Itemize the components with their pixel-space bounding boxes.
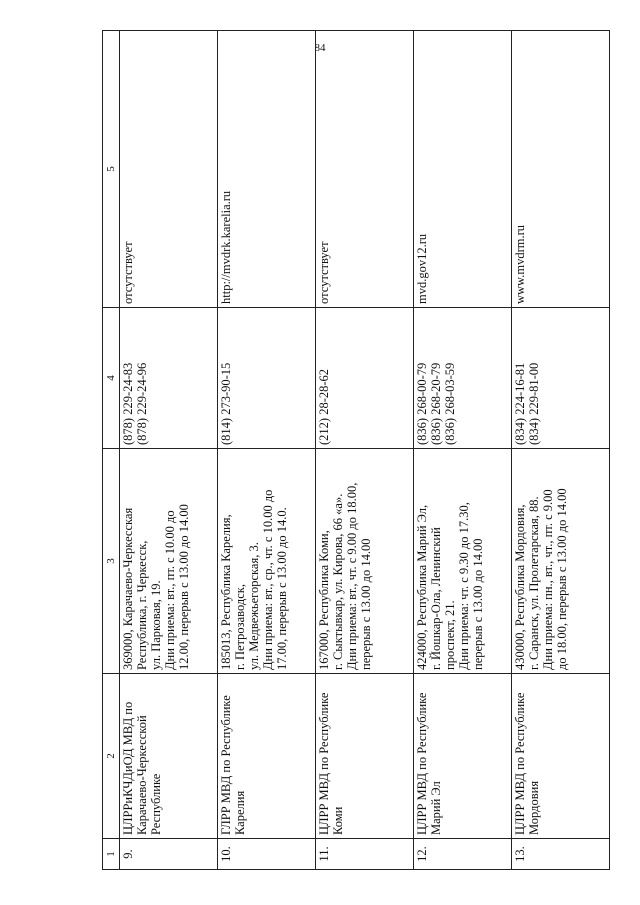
website-cell — [316, 31, 414, 308]
website-cell — [512, 31, 610, 308]
address-line: 17.00, перерыв с 13.00 до 14.0. — [275, 507, 289, 670]
address-line: г. Йошкар-Ола, Ленинский — [429, 527, 443, 670]
phones-cell — [218, 308, 316, 449]
address-line: 167000, Республика Коми, — [317, 530, 331, 670]
address-line: 369000, Карачаево-Черкесская — [121, 507, 135, 670]
row-number: 12. — [415, 846, 429, 862]
phone-line: (836) 268-20-79 — [429, 362, 443, 445]
website-cell — [218, 31, 316, 308]
website-text: http://mvdrk.karelia.ru — [219, 190, 233, 304]
address-line: г. Саранск, ул. Пролетарская, 88. — [527, 496, 541, 670]
rotated-table-wrapper — [102, 66, 610, 870]
phones-cell — [512, 308, 610, 449]
table-row — [512, 31, 610, 870]
address-line: до 18.00, перерыв с 13.00 до 14.00 — [555, 488, 569, 670]
address-line: Республика, г. Черкесск, — [135, 540, 149, 670]
table-row — [316, 31, 414, 870]
agency-line: ЦЛРР МВД по Республике — [317, 692, 331, 835]
row-number: 9. — [121, 849, 135, 859]
row-number: 10. — [219, 846, 233, 862]
agency-cell — [316, 674, 414, 839]
address-line: Дни приема: пн., вт., чт., пт. с 9.00 — [541, 489, 555, 670]
website-cell — [414, 31, 512, 308]
address-line: г. Сыктывкар, ул. Кирова, 66 «а». — [331, 493, 345, 670]
address-cell — [512, 449, 610, 674]
agency-line: Карелия — [233, 790, 247, 835]
agency-line: ГЛРР МВД по Республике — [219, 695, 233, 835]
address-line: Дни приема: вт., ср., чт. с 10.00 до — [261, 489, 275, 670]
agency-line: ЦЛРР МВД по Республике — [513, 692, 527, 835]
row-number-cell — [218, 839, 316, 870]
agency-cell — [414, 674, 512, 839]
table-row — [414, 31, 512, 870]
phones-cell — [120, 308, 218, 449]
agency-cell — [512, 674, 610, 839]
address-cell — [218, 449, 316, 674]
offices-table — [102, 30, 610, 870]
address-line: ул. Парковая, 19. — [149, 580, 163, 670]
phones-cell — [316, 308, 414, 449]
website-cell — [120, 31, 218, 308]
phone-line: (814) 273-90-15 — [219, 362, 233, 445]
address-line: Дни приема: вт., пт. с 10.00 до — [163, 510, 177, 670]
row-number-cell — [316, 839, 414, 870]
row-number-cell — [120, 839, 218, 870]
agency-line: Мордовия — [527, 780, 541, 835]
column-number-row — [103, 31, 120, 870]
phone-line: (834) 229-81-00 — [527, 362, 541, 445]
address-cell — [316, 449, 414, 674]
agency-line: ЦЛРРиКЧДиОД МВД по — [121, 701, 135, 835]
agency-line: Коми — [331, 806, 345, 835]
row-number: 11. — [317, 846, 331, 862]
website-text: отсутствует — [317, 241, 331, 304]
website-text: отсутствует — [121, 241, 135, 304]
column-header: 3 — [103, 449, 120, 674]
address-line: проспект, 21. — [443, 600, 457, 670]
column-header: 5 — [103, 31, 120, 308]
address-cell — [120, 449, 218, 674]
column-header: 1 — [103, 839, 120, 870]
address-line: 424000, Республика Марий Эл, — [415, 504, 429, 670]
agency-line: Марий Эл — [429, 781, 443, 835]
column-header: 2 — [103, 674, 120, 839]
table-row — [120, 31, 218, 870]
agency-cell — [218, 674, 316, 839]
phone-line: (878) 229-24-96 — [135, 362, 149, 445]
address-line: Дни приема: чт. с 9.30 до 17.30, — [457, 502, 471, 670]
address-line: 430000, Республика Мордовия, — [513, 504, 527, 670]
page-number: 84 — [314, 42, 326, 54]
address-line: Дни приема: вт., чт. с 9.00 до 18.00, — [345, 482, 359, 670]
phone-line: (836) 268-03-59 — [443, 362, 457, 445]
row-number: 13. — [513, 846, 527, 862]
address-line: 185013, Республика Карелия, — [219, 514, 233, 670]
address-line: перерыв с 13.00 до 14.00 — [471, 538, 485, 670]
row-number-cell — [414, 839, 512, 870]
agency-line: Карачаево-Черкесской — [135, 715, 149, 835]
address-cell — [414, 449, 512, 674]
phone-line: (878) 229-24-83 — [121, 362, 135, 445]
address-line: ул. Медвежьегорская, 3. — [247, 542, 261, 670]
address-line: г. Петрозаводск, — [233, 584, 247, 670]
agency-cell — [120, 674, 218, 839]
phone-line: (834) 224-16-81 — [513, 362, 527, 445]
address-line: 12.00, перерыв с 13.00 до 14.00 — [177, 504, 191, 670]
address-line: перерыв с 13.00 до 14.00 — [359, 538, 373, 670]
column-header: 4 — [103, 308, 120, 449]
phone-line: (836) 268-00-79 — [415, 362, 429, 445]
agency-line: ЦЛРР МВД по Республике — [415, 692, 429, 835]
table-row — [218, 31, 316, 870]
phone-line: (212) 28-28-62 — [317, 368, 331, 445]
row-number-cell — [512, 839, 610, 870]
agency-line: Республике — [149, 773, 163, 835]
phones-cell — [414, 308, 512, 449]
website-text: mvd.gov12.ru — [415, 233, 429, 304]
website-text: www.mvdrm.ru — [513, 224, 527, 304]
